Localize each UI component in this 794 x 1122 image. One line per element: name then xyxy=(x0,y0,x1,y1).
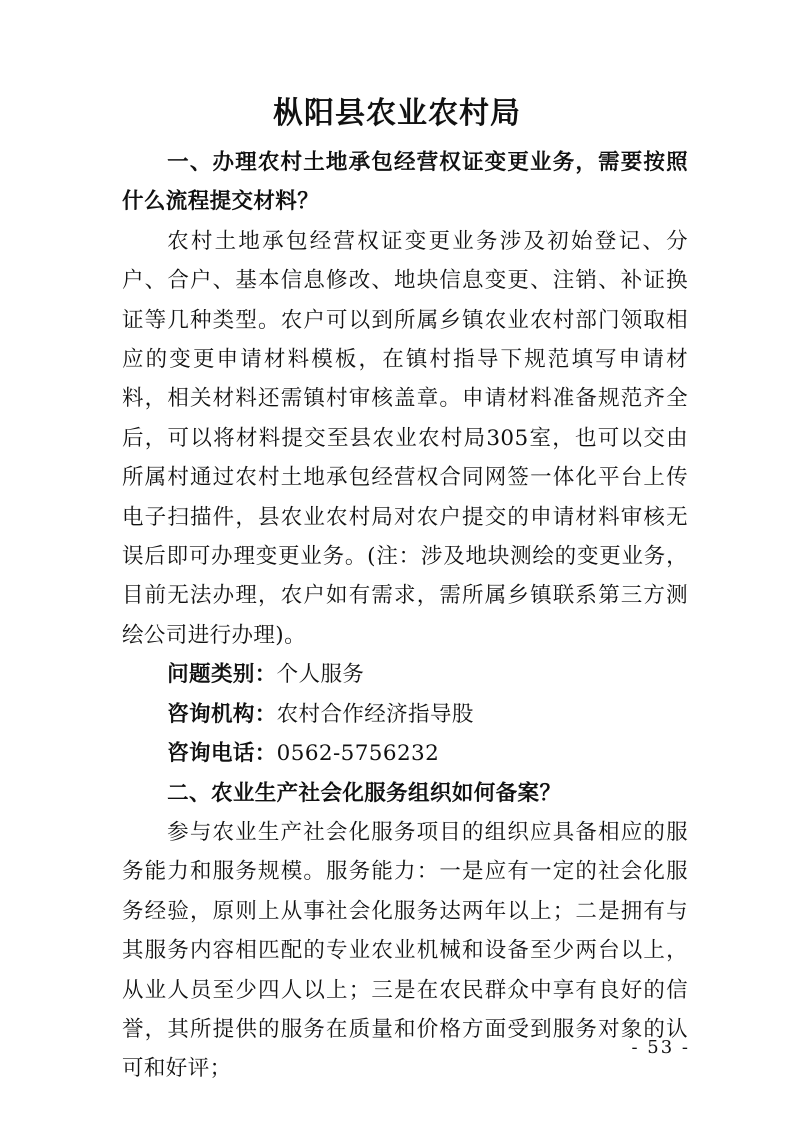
page-title: 枞阳县农业农村局 xyxy=(273,96,521,131)
section-1-heading: 一、办理农村土地承包经营权证变更业务，需要按照什么流程提交材料？ xyxy=(122,150,688,215)
phone-value: 0562-5756232 xyxy=(276,741,440,767)
agency-value: 农村合作经济指导股 xyxy=(276,701,474,727)
agency-label: 咨询机构： xyxy=(167,701,277,727)
category-label: 问题类别： xyxy=(167,662,277,688)
phone-line xyxy=(122,734,688,773)
section-2-body: 参与农业生产社会化服务项目的组织应具备相应的服务能力和服务规模。服务能力：一是应有一定的社会化服务经验，原则上从事社会化服务达两年以上；二是拥有与其服务内容相匹配的专业农业机械和设备至少两台以上，从业人员至少四人以上；三是在农民群众中享有良好的信誉，其所提供的服务在质量和价格方面受到服务对象的认可和好评； xyxy=(122,819,688,1082)
page-number: - 53 - xyxy=(631,1037,690,1058)
phone-label: 咨询电话： xyxy=(167,741,277,767)
section-2-heading: 二、农业生产社会化服务组织如何备案？ xyxy=(167,780,562,806)
section-1-body: 农村土地承包经营权证变更业务涉及初始登记、分户、合户、基本信息修改、地块信息变更、注销、补证换证等几种类型。农户可以到所属乡镇农业农村部门领取相应的变更申请材料模板，在镇村指导下规范填写申请材料，相关材料还需镇村审核盖章。申请材料准备规范齐全后，可以将材料提交至县农业农村局305室，也可以交由所属村通过农村土地承包经营权合同网签一体化平台上传电子扫描件，县农业农村局对农户提交的申请材料审核无误后即可办理变更业务。(注：涉及地块测绘的变更业务，目前无法办理，农户如有需求，需所属乡镇联系第三方测绘公司进行办理)。 xyxy=(122,228,688,648)
agency-line xyxy=(122,695,688,734)
category-value: 个人服务 xyxy=(276,662,365,688)
document-body xyxy=(122,143,688,1089)
category-line xyxy=(122,655,688,694)
